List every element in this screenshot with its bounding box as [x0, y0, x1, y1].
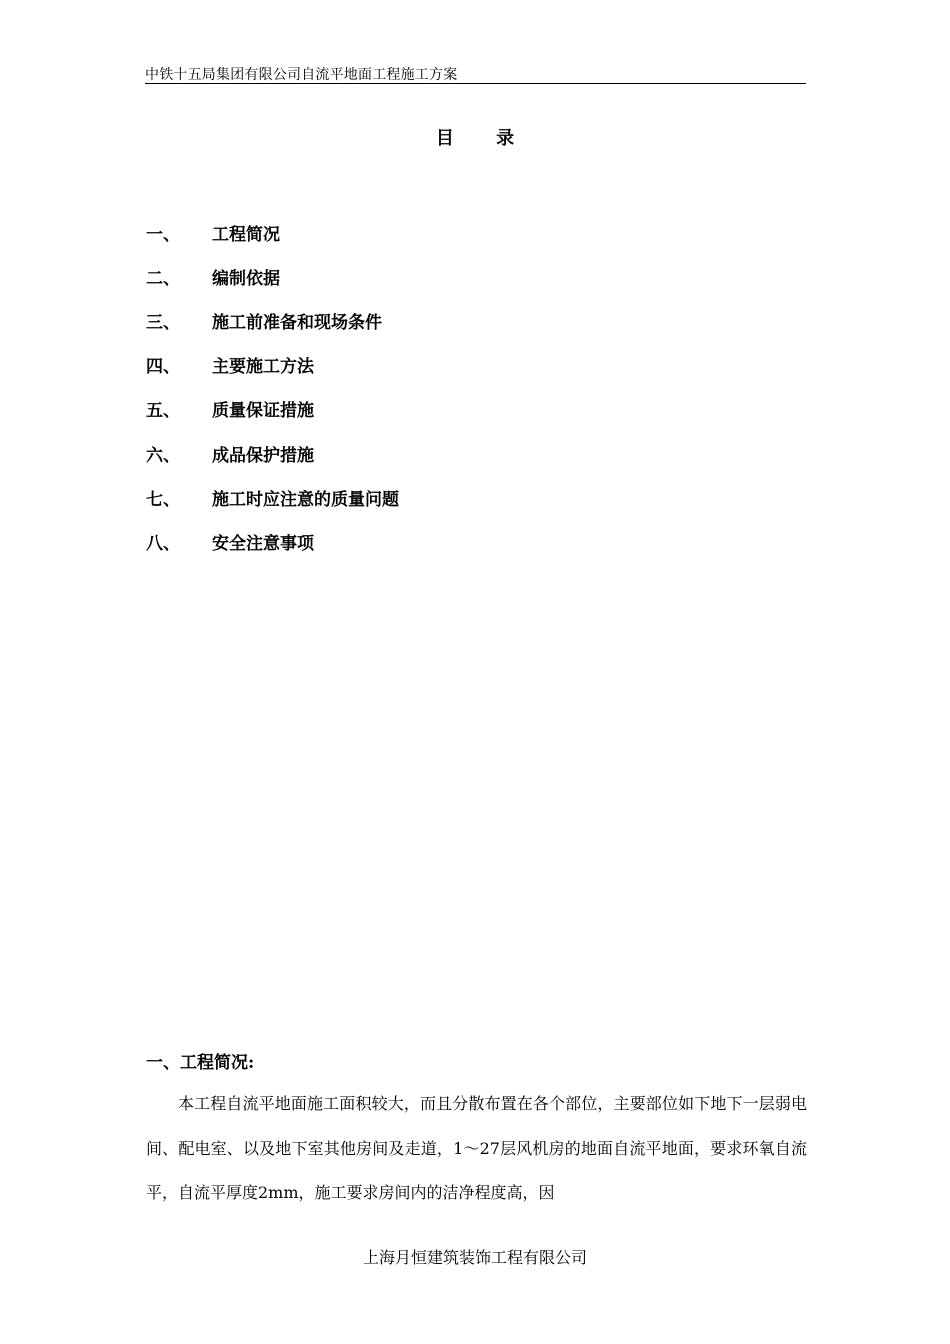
section-heading: 一、工程简况:	[146, 1053, 255, 1073]
toc-item-label: 施工前准备和现场条件	[212, 312, 382, 333]
toc-item	[146, 254, 399, 298]
toc-list	[146, 210, 399, 564]
toc-item-number: 五、	[146, 401, 180, 422]
section-paragraph: 本工程自流平地面施工面积较大，而且分散布置在各个部位，主要部位如下地下一层弱电间、配电室、以及地下室其他房间及走道，1～27层风机房的地面自流平地面，要求环氧自流平，自流平厚度2mm，施工要求房间内的洁净程度高，因	[146, 1094, 807, 1202]
toc-item-number: 三、	[146, 312, 180, 333]
toc-item-number: 八、	[146, 533, 180, 554]
toc-item-number: 七、	[146, 489, 180, 510]
toc-item-label: 编制依据	[212, 268, 280, 289]
toc-item-label: 成品保护措施	[212, 445, 314, 466]
toc-item	[146, 519, 399, 563]
toc-item	[146, 387, 399, 431]
toc-item	[146, 298, 399, 342]
toc-item	[146, 431, 399, 475]
toc-item-label: 工程简况	[212, 224, 280, 245]
header-rule	[145, 83, 806, 84]
toc-item-number: 六、	[146, 445, 180, 466]
toc-item	[146, 343, 399, 387]
toc-item-number: 四、	[146, 357, 180, 378]
page-header-text: 中铁十五局集团有限公司自流平地面工程施工方案	[145, 67, 458, 83]
toc-item-label: 质量保证措施	[212, 401, 314, 422]
toc-item-number: 一、	[146, 224, 180, 245]
toc-item-label: 安全注意事项	[212, 533, 314, 554]
toc-item-number: 二、	[146, 268, 180, 289]
toc-item	[146, 475, 399, 519]
toc-item-label: 主要施工方法	[212, 357, 314, 378]
page-footer-text: 上海月恒建筑装饰工程有限公司	[362, 1248, 587, 1267]
toc-item	[146, 210, 399, 254]
toc-item-label: 施工时应注意的质量问题	[212, 489, 399, 510]
toc-title: 目 录	[435, 128, 515, 149]
